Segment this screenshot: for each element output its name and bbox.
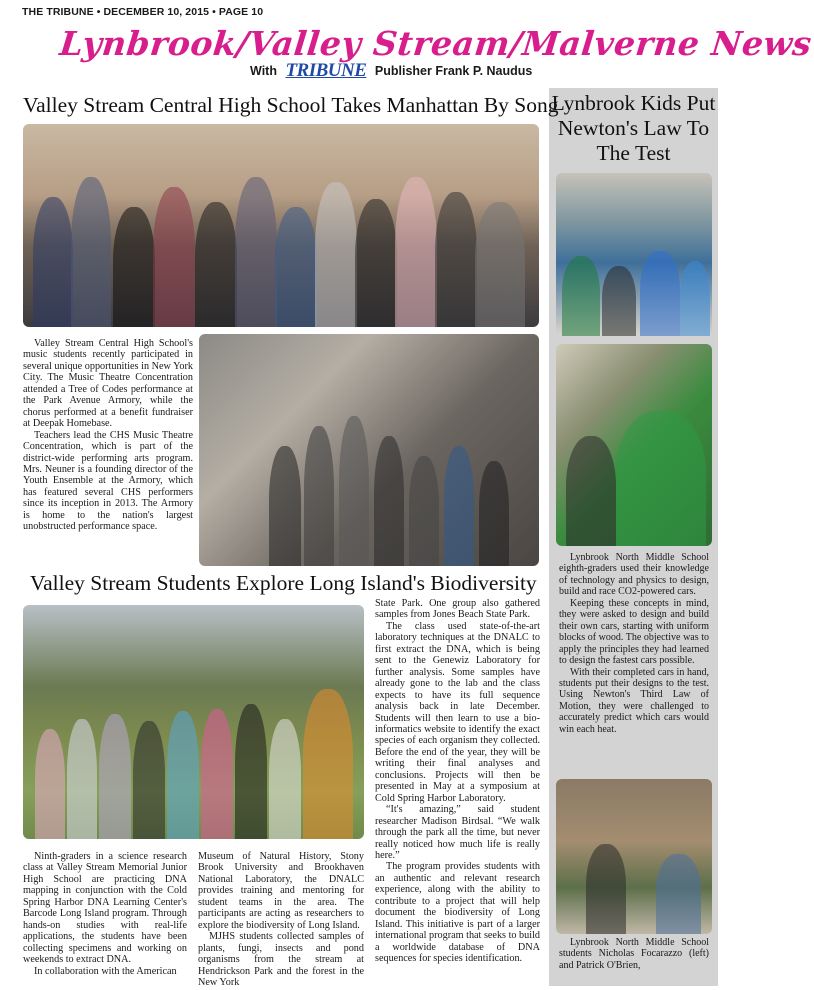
masthead-title: Lynbrook/Valley Stream/Malverne News bbox=[57, 24, 814, 63]
story2-paragraph: Museum of Natural History, Stony Brook University and Brookhaven National Laboratory, the DNALC provides training and mentoring for student teams in the area. The participants are acting as researchers to explore the biodiversity of Long Island. bbox=[198, 851, 364, 931]
story2-paragraph: MJHS students collected samples of plants, fungi, insects and pond organisms from the stream at Hendrickson Park and the forest in the New York bbox=[198, 931, 364, 988]
story2-paragraph: Ninth-graders in a science research class at Valley Stream Memorial Junior High School are practicing DNA mapping in conjunction with the Cold Spring Harbor DNA Learning Center's Barcode Long Island program. Through hands-on studies with real-life applications, the students have been collecting specimens and working on weekends to extract DNA. bbox=[23, 851, 187, 966]
tribune-logo: TRIBUNE bbox=[285, 60, 367, 81]
story2-paragraph: The program provides students with an authentic and relevant research experience, along with the ability to contribute to a project that will help document the biodiversity of Long Island. This initiative is part of a larger international program that seeks to build a worldwide database of DNA sequences for species identification. bbox=[375, 861, 540, 965]
chorus-group-photo bbox=[23, 124, 539, 327]
sidebar-paragraph: With their completed cars in hand, students put their designs to the test. Using Newton's Third Law of Motion, they were challenged to accurately predict which cars would win each heat. bbox=[559, 666, 709, 735]
masthead-subline bbox=[250, 60, 532, 82]
sidebar-photo-caption bbox=[559, 937, 709, 971]
co2-cars-photo-1 bbox=[556, 173, 712, 336]
masthead-publisher: Publisher Frank P. Naudus bbox=[374, 64, 533, 78]
sidebar-headline: Lynbrook Kids Put Newton's Law To The Test bbox=[551, 91, 716, 165]
story2-paragraph: The class used state-of-the-art laboratory techniques at the DNALC to first extract the DNA, which is being sent to the Genewiz Laboratory for further analysis. Some samples have already gone to the lab and the class expects to have its full sequence analysis back in late December. Students will then learn to use a bio-informatics website to identify the exact species of each organism they collected. Before the end of the year, they will be writing their final analyses and conclusions. Projects will then be presented in May at a symposium at Cold Spring Harbor Laboratory. bbox=[375, 620, 540, 804]
science-class-photo bbox=[23, 605, 364, 839]
sidebar-paragraph: Lynbrook North Middle School eighth-graders used their knowledge of technology and physics to design, build and race CO2-powered cars. bbox=[559, 552, 709, 598]
story2-column-1 bbox=[23, 851, 187, 977]
story2-paragraph: State Park. One group also gathered samples from Jones Beach State Park. bbox=[375, 598, 540, 621]
caption-text: Lynbrook North Middle School students Nicholas Focarazzo (left) and Patrick O'Brien, bbox=[559, 937, 709, 971]
story1-body bbox=[23, 338, 193, 533]
sidebar-body bbox=[559, 552, 709, 735]
story2-column-2 bbox=[198, 851, 364, 988]
story2-paragraph: “It's amazing,” said student researcher Madison Birdsal. “We walk through the park all the time, but never really noticed how much life is really here.” bbox=[375, 804, 540, 861]
stairs-group-photo bbox=[199, 334, 539, 566]
masthead-with: With bbox=[250, 64, 277, 78]
story1-paragraph: Teachers lead the CHS Music Theatre Concentration, which is part of the district-wide performing arts program. Mrs. Neuner is a founding director of the Youth Ensemble at the Armory, which has featured several CHS performers since its inception in 2013. The Armory is home to the nation's largest unobstructed performance space. bbox=[23, 429, 193, 533]
co2-cars-photo-2 bbox=[556, 344, 712, 546]
masthead bbox=[57, 24, 814, 84]
co2-cars-photo-3 bbox=[556, 779, 712, 934]
sidebar-paragraph: Keeping these concepts in mind, they were asked to design and build their own cars, starting with uniform blocks of wood. The objective was to apply the principles they had learned to design the fastest cars possible. bbox=[559, 597, 709, 667]
story1-headline: Valley Stream Central High School Takes Manhattan By Song bbox=[23, 93, 559, 117]
story2-column-3 bbox=[375, 598, 540, 965]
story2-paragraph: In collaboration with the American bbox=[34, 965, 177, 977]
story1-paragraph: Valley Stream Central High School's music students recently participated in several unique opportunities in New York City. The Music Theatre Concentration attended a Tree of Codes performance at the Park Avenue Armory, while the chorus performed at a benefit fundraiser at Deepak Homebase. bbox=[23, 338, 193, 430]
page-folio: THE TRIBUNE • DECEMBER 10, 2015 • PAGE 10 bbox=[22, 6, 264, 18]
story2-headline: Valley Stream Students Explore Long Island's Biodiversity bbox=[30, 571, 537, 595]
